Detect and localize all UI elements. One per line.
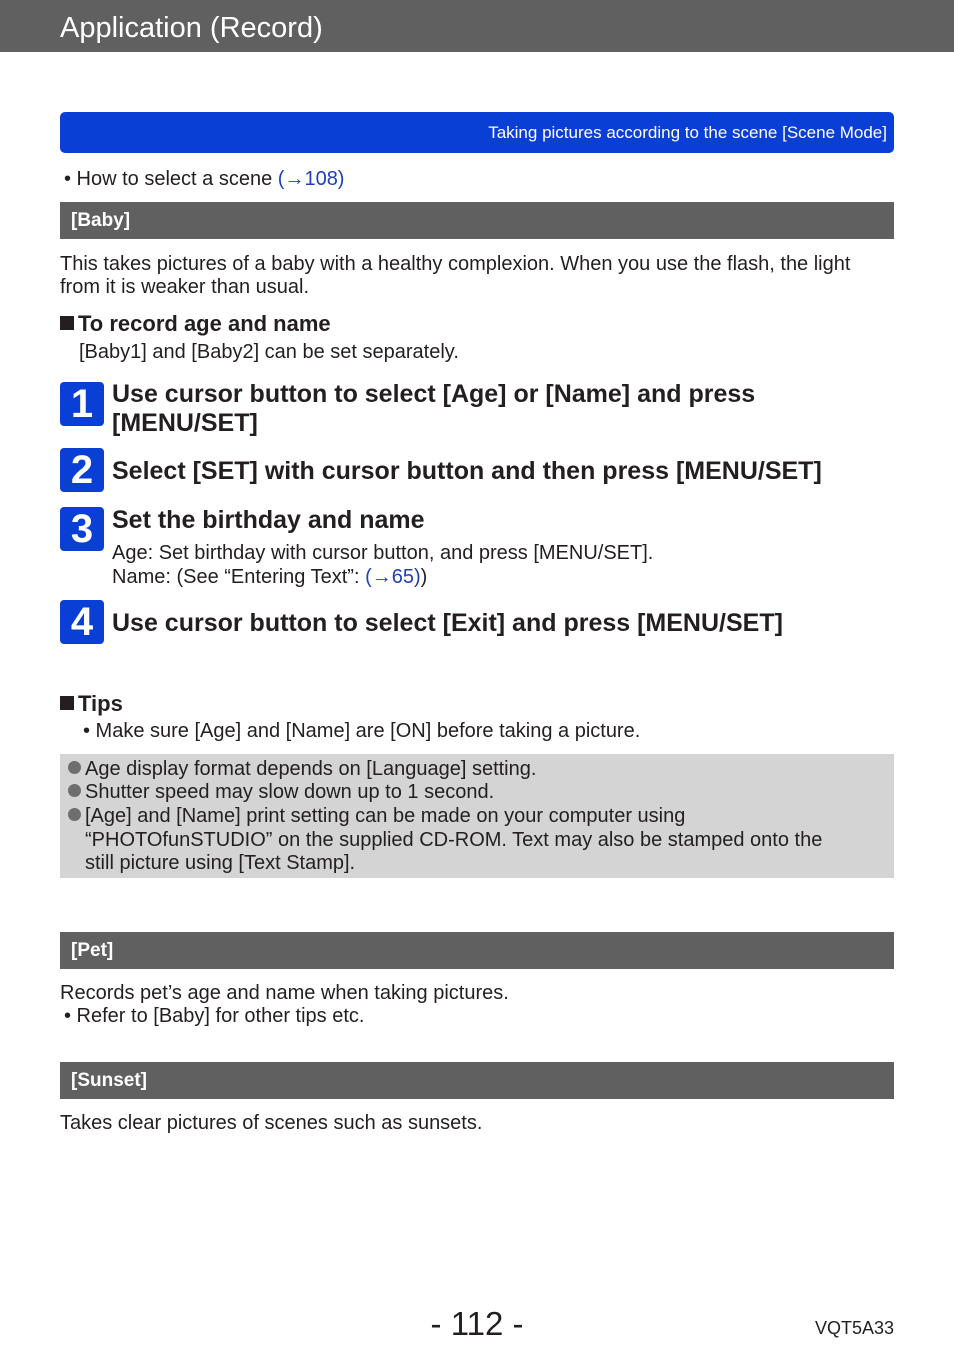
note-3-line2: “PHOTOfunSTUDIO” on the supplied CD-ROM. Text may also be stamped onto the [85,829,823,851]
step-2-number-icon: 2 [60,448,104,492]
baby-description-line1: This takes pictures of a baby with a healthy complexion. When you use the flash, the light [60,253,851,275]
baby-description-line2: from it is weaker than usual. [60,276,309,298]
step-3-text: Set the birthday and name [112,506,425,534]
record-heading-text: To record age and name [78,311,331,336]
step-3-detail-name [112,566,427,589]
step-3-detail-name-suffix: ) [420,566,428,588]
step-4-text: Use cursor button to select [Exit] and press [MENU/SET] [112,609,783,637]
note-3-text-line1: [Age] and [Name] print setting can be made on your computer using [85,805,686,827]
section-header-sunset [60,1062,894,1099]
bullet-dot-icon [68,784,81,797]
tips-heading [60,691,123,716]
pet-note: • Refer to [Baby] for other tips etc. [64,1005,365,1027]
step-3-detail-age: Age: Set birthday with cursor button, and press [MENU/SET]. [112,542,654,564]
step-1-line1: Use cursor button to select [Age] or [Name] and press [112,380,756,408]
section-header-pet [60,932,894,969]
step-1-number-icon: 1 [60,382,104,426]
intro-text: • How to select a scene [64,168,278,190]
page-link-65[interactable]: (→65) [365,566,421,588]
step-4-number-icon: 4 [60,600,104,644]
pet-description: Records pet’s age and name when taking pictures. [60,982,509,1004]
section-header-baby [60,202,894,239]
note-3 [68,805,685,828]
step-1-line2: [MENU/SET] [112,409,258,437]
section-banner [60,112,894,153]
section-title-pet: [Pet] [71,940,114,961]
record-heading [60,311,331,336]
step-3-number-icon: 3 [60,507,104,551]
note-3-line3: still picture using [Text Stamp]. [85,852,356,874]
step-3-detail-name-text: Name: (See “Entering Text”: [112,566,366,588]
record-note: [Baby1] and [Baby2] can be set separately. [79,341,459,363]
note-2-text: Shutter speed may slow down up to 1 second. [85,781,495,803]
section-title-sunset: [Sunset] [71,1070,147,1091]
tips-heading-text: Tips [78,691,123,716]
step-2-text: Select [SET] with cursor button and then press [MENU/SET] [112,457,822,485]
tips-item: • Make sure [Age] and [Name] are [ON] before taking a picture. [83,720,641,742]
intro-line [64,168,344,191]
bullet-dot-icon [68,808,81,821]
note-1-text: Age display format depends on [Language] setting. [85,758,537,780]
document-code: VQT5A33 [814,1318,894,1338]
section-banner-text[interactable]: Taking pictures according to the scene [Scene Mode] [488,123,887,142]
sunset-description: Takes clear pictures of scenes such as sunsets. [60,1112,483,1134]
note-2 [68,781,494,804]
page-link-108[interactable]: (→108) [277,168,345,190]
bullet-dot-icon [68,761,81,774]
chapter-title: Application (Record) [60,12,323,44]
section-title-baby: [Baby] [71,210,131,231]
square-bullet-icon [60,696,74,710]
square-bullet-icon [60,316,74,330]
page-number: - 112 - [430,1305,524,1342]
note-1 [68,758,536,781]
